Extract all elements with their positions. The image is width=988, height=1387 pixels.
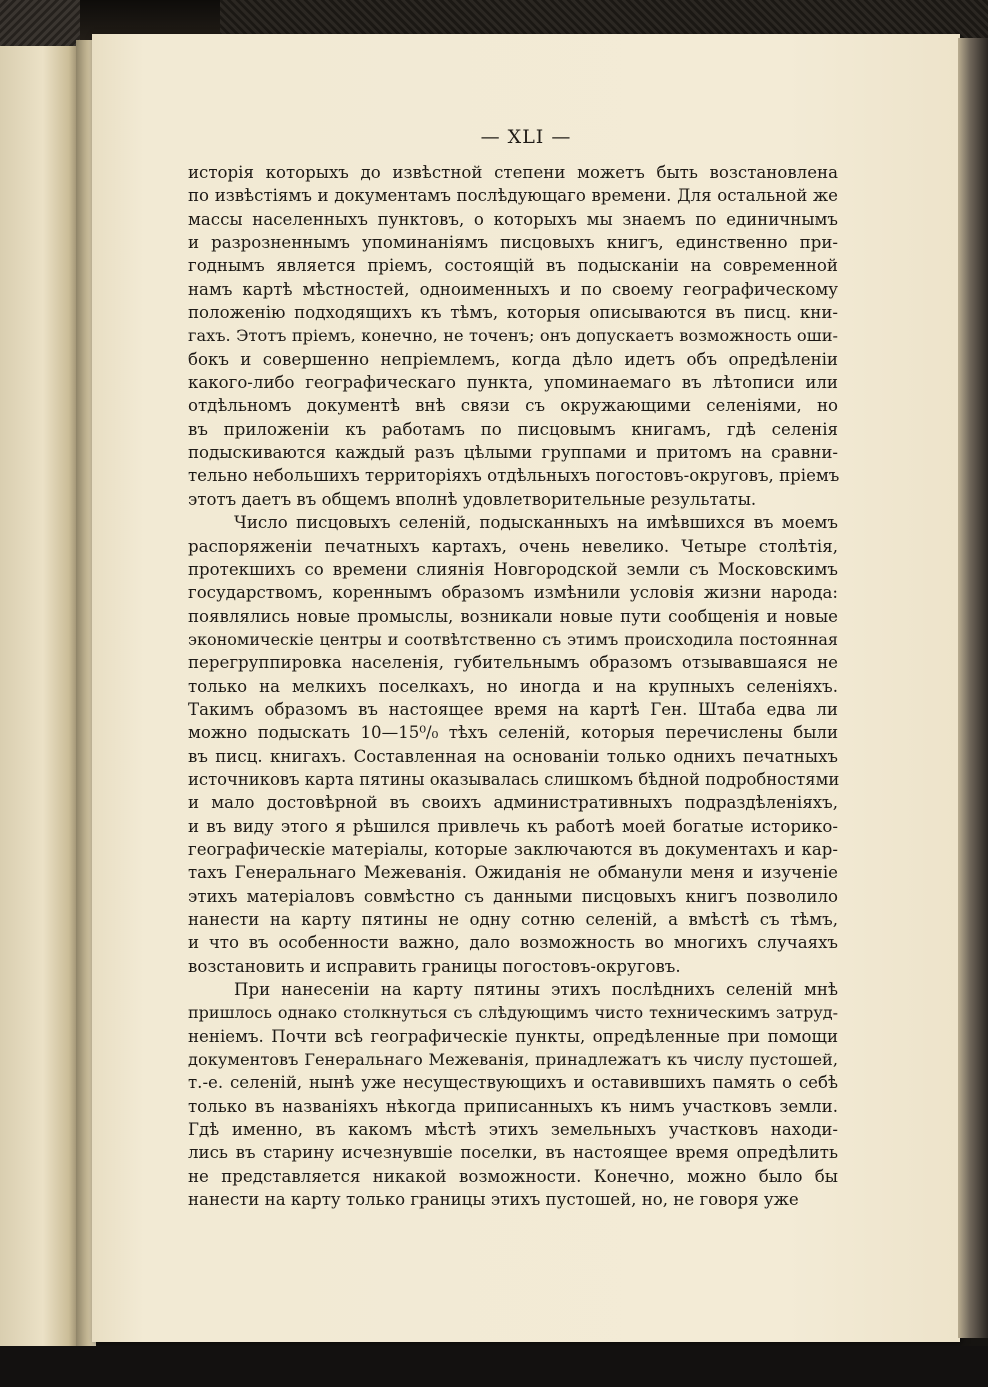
text-line: источниковъ карта пятины оказывалась слишкомъ бѣдной подробностями xyxy=(188,769,840,789)
text-line: географическіе матеріалы, которые заключаются въ документахъ и кар- xyxy=(188,839,838,859)
book-cover-cloth-left xyxy=(0,0,80,48)
text-line: этотъ даетъ въ общемъ вполнѣ удовлетворительные результаты. xyxy=(188,489,757,509)
text-line: и разрозненнымъ упоминаніямъ писцовыхъ книгъ, единственно при- xyxy=(188,233,838,253)
text-line: появлялись новые промыслы, возникали новые пути сообщенія и новые xyxy=(188,606,838,626)
text-line: подыскиваются каждый разъ цѣлыми группами и притомъ на сравни- xyxy=(188,443,838,463)
text-line: документовъ Генеральнаго Межеванія, принадлежатъ къ числу пустошей, xyxy=(188,1050,838,1070)
page-number: — XLI — xyxy=(480,126,572,148)
text-line: экономическіе центры и соотвѣтственно съ этимъ происходила постоянная xyxy=(188,629,838,649)
text-line: бокъ и совершенно непріемлемъ, когда дѣло идетъ объ опредѣленіи xyxy=(188,349,838,369)
text-line: распоряженіи печатныхъ картахъ, очень невелико. Четыре столѣтія, xyxy=(188,536,838,556)
text-line: въ приложеніи къ работамъ по писцовымъ книгамъ, гдѣ селенія xyxy=(188,419,838,439)
text-line: государствомъ, кореннымъ образомъ измѣнили условія жизни народа: xyxy=(188,583,838,603)
text-line: исторія которыхъ до извѣстной степени можетъ быть возстановлена xyxy=(188,163,838,182)
text-line: т.-е. селеній, нынѣ уже несуществующихъ и оставившихъ память о себѣ xyxy=(188,1073,838,1093)
text-line: отдѣльномъ документѣ внѣ связи съ окружающими селеніями, но xyxy=(188,396,838,416)
text-line: въ писц. книгахъ. Составленная на основаніи только однихъ печатныхъ xyxy=(188,746,838,766)
text-line: можно подыскать 10—15⁰/₀ тѣхъ селеній, которыя перечислены были xyxy=(188,723,838,743)
text-line: и въ виду этого я рѣшился привлечь къ работѣ моей богатые историко- xyxy=(188,816,838,836)
facing-page-edge xyxy=(0,46,78,1346)
text-line: только на мелкихъ поселкахъ, но иногда и на крупныхъ селеніяхъ. xyxy=(188,676,838,696)
text-line: по извѣстіямъ и документамъ послѣдующаго времени. Для остальной же xyxy=(188,186,838,206)
scan-background-bottom xyxy=(0,1346,988,1387)
text-line: тельно небольшихъ территоріяхъ отдѣльныхъ погостовъ-округовъ, пріемъ xyxy=(188,466,840,486)
text-line: лись въ старину исчезнувшіе поселки, въ настоящее время опредѣлить xyxy=(188,1143,838,1163)
text-line: этихъ матеріаловъ совмѣстно съ данными писцовыхъ книгъ позволило xyxy=(188,886,838,906)
paragraph xyxy=(188,978,838,1211)
text-line: Число писцовыхъ селеній, подысканныхъ на имѣвшихся въ моемъ xyxy=(234,513,838,533)
text-line: положенію подходящихъ къ тѣмъ, которыя описываются въ писц. кни- xyxy=(188,303,838,323)
text-line: только въ названіяхъ нѣкогда приписанныхъ къ нимъ участковъ земли. xyxy=(188,1096,838,1116)
text-line: и что въ особенности важно, дало возможность во многихъ случаяхъ xyxy=(188,933,838,953)
text-line: какого-либо географическаго пункта, упоминаемаго въ лѣтописи или xyxy=(188,373,838,393)
text-line: не представляется никакой возможности. Конечно, можно было бы xyxy=(188,1166,838,1186)
text-line: гахъ. Этотъ пріемъ, конечно, не точенъ; онъ допускаетъ возможность оши- xyxy=(188,326,838,346)
text-line: годнымъ является пріемъ, состоящій въ подысканіи на современной xyxy=(188,256,838,276)
body-text xyxy=(188,161,838,1211)
text-line: массы населенныхъ пунктовъ, о которыхъ мы знаемъ по единичнымъ xyxy=(188,209,838,229)
text-line: пришлось однако столкнуться съ слѣдующимъ чисто техническимъ затруд- xyxy=(188,1003,838,1023)
text-line: Гдѣ именно, въ какомъ мѣстѣ этихъ земельныхъ участковъ находи- xyxy=(188,1120,838,1140)
text-line: неніемъ. Почти всѣ географическіе пункты, опредѣленные при помощи xyxy=(188,1026,838,1046)
text-line: нанести на карту пятины не одну сотню селеній, а вмѣстѣ съ тѣмъ, xyxy=(188,910,838,929)
text-line: нанести на карту только границы этихъ пустошей, но, не говоря уже xyxy=(188,1190,799,1210)
text-line: При нанесеніи на карту пятины этихъ послѣднихъ селеній мнѣ xyxy=(234,980,838,1000)
text-line: протекшихъ со времени слиянія Новгородской земли съ Московскимъ xyxy=(188,559,838,579)
paragraph xyxy=(188,161,838,511)
paragraph xyxy=(188,511,838,978)
text-line: и мало достовѣрной въ своихъ административныхъ подраздѣленіяхъ, xyxy=(188,793,838,813)
text-line: перегруппировка населенія, губительнымъ образомъ отзывавшаяся не xyxy=(188,653,838,673)
page-stack-edge xyxy=(958,38,988,1338)
text-line: тахъ Генеральнаго Межеванія. Ожиданія не обманули меня и изученіе xyxy=(188,863,838,883)
text-line: возстановить и исправить границы погостовъ-округовъ. xyxy=(188,956,681,976)
text-line: Такимъ образомъ въ настоящее время на картѣ Ген. Штаба едва ли xyxy=(188,699,838,719)
text-line: намъ картѣ мѣстностей, одноименныхъ и по своему географическому xyxy=(188,279,838,299)
